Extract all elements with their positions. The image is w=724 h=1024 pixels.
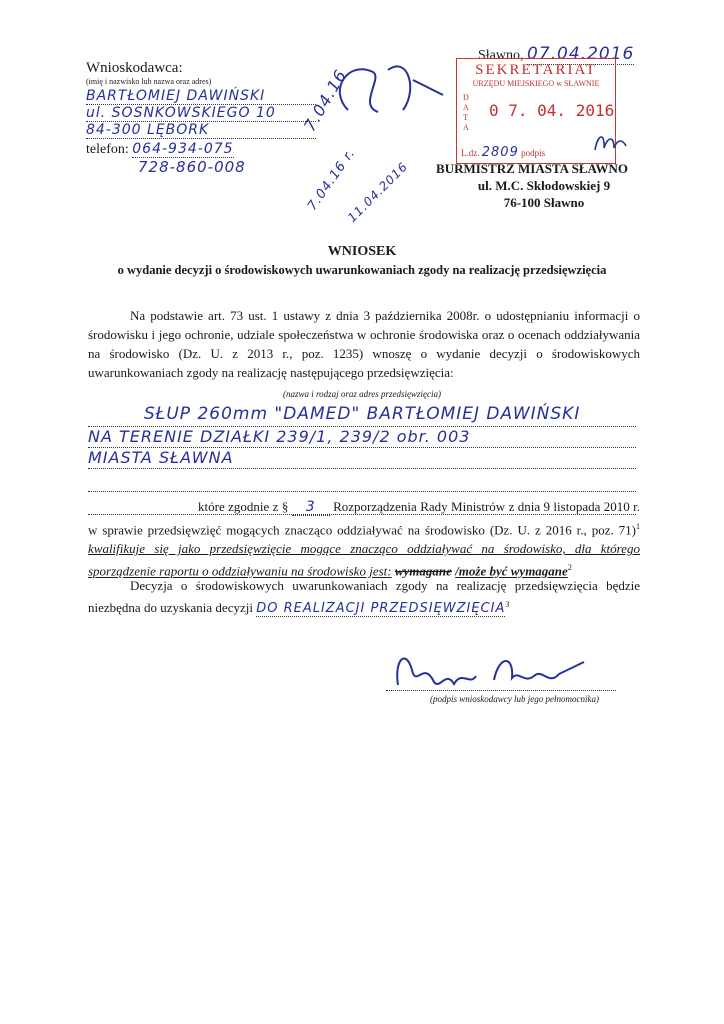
stamp-ldz xyxy=(461,145,545,160)
decision-handwritten: DO REALIZACJI PRZEDSIĘWZIĘCIA xyxy=(256,601,506,617)
stamp-title: SEKRETARIAT xyxy=(475,62,597,78)
stamp-ldz-label: L.dz. xyxy=(461,148,480,158)
applicant-street: ul. SOSNKOWSKIEGO 10 xyxy=(86,105,316,122)
place-label: Sławno, xyxy=(478,48,524,63)
title-main: WNIOSEK xyxy=(327,244,397,259)
project-hint: (nazwa i rodzaj oraz adres przedsięwzięcia) xyxy=(282,389,442,399)
signature-line xyxy=(386,690,616,691)
clause-paragraph-number: 3 xyxy=(292,499,330,516)
stamp-office: URZĘDU MIEJSKIEGO w SŁAWNIE xyxy=(472,79,600,88)
clause-paragraph xyxy=(88,497,640,581)
applicant-block xyxy=(86,60,316,176)
date-handwritten: 07.04.2016 xyxy=(527,44,635,64)
stamp-ldz-value: 2809 xyxy=(481,145,519,160)
stamp-date: 0 7. 04. 2016 xyxy=(489,101,615,120)
project-line-4 xyxy=(88,469,636,492)
footnote-3: 3 xyxy=(505,600,510,609)
title-sub: o wydanie decyzji o środowiskowych uwarunkowaniach zgody na realizację przedsięwzięcia xyxy=(117,263,607,277)
stamp-signature xyxy=(590,128,630,158)
note-1: 7.04.16 xyxy=(300,66,351,135)
addressee-line-2: ul. M.C. Skłodowskiej 9 xyxy=(477,178,611,193)
addressee xyxy=(432,160,632,211)
applicant-signature xyxy=(384,640,614,700)
footnote-1: 1 xyxy=(636,522,640,531)
required-struck: wymagane xyxy=(394,563,452,579)
note-3: 11.04.2016 xyxy=(345,159,411,225)
phone-1: 064-934-075 xyxy=(132,141,234,157)
intro-paragraph: Na podstawie art. 73 ust. 1 ustawy z dnia 3 października 2008r. o udostępnianiu informacji o środowisku i jego ochronie, udziale społeczeństwa w ochronie środowiska oraz o ocenach oddziaływania na środowisko (Dz. U. z 2013 r., poz. 1235) wnoszę o wydanie decyzji o środowiskowych uwarunkowaniach zgody na realizację następującego przedsięwzięcia: xyxy=(88,308,640,380)
decision-paragraph xyxy=(88,576,640,618)
applicant-name: BARTŁOMIEJ DAWIŃSKI xyxy=(86,88,316,105)
document-title xyxy=(0,244,724,278)
signature-caption: (podpis wnioskodawcy lub jego pełnomocnika) xyxy=(430,694,599,704)
stamp-podpis-label: podpis xyxy=(521,148,546,158)
addressee-line-1: BURMISTRZ MIASTA SŁAWNO xyxy=(436,161,628,176)
addressee-line-3: 76-100 Sławno xyxy=(503,195,585,210)
note-2: 7.04.16 r. xyxy=(305,145,359,214)
footnote-2: 2 xyxy=(567,563,572,573)
phone-2: 728-860-008 xyxy=(138,158,246,176)
applicant-city: 84-300 LĘBORK xyxy=(86,122,316,139)
project-line-3: MIASTA SŁAWNA xyxy=(88,448,636,469)
clause-prefix: które zgodnie z § xyxy=(198,499,289,514)
qualifies-text: kwalifikuje się jako przedsięwzięcie mogące znacząco oddziaływać na środowisko, dla którego sporządzenie raportu o oddziaływaniu na środowisko jest: xyxy=(88,541,640,579)
project-line-1: SŁUP 260mm "DAMED" BARTŁOMIEJ DAWIŃSKI xyxy=(88,404,636,427)
clause-rest: Rozporządzenia Rady Ministrów z dnia 9 listopada 2010 r. w sprawie przedsięwzięć mogących znacząco oddziaływać na środowisko (Dz. U. z 2016 r., poz. 71) xyxy=(88,499,641,538)
applicant-hint: (imię i nazwisko lub nazwa oraz adres) xyxy=(86,77,212,86)
may-be-required: /może być wymagane xyxy=(455,563,568,579)
stamp-data-label: DATA xyxy=(463,93,469,132)
project-line-2: NA TERENIE DZIAŁKI 239/1, 239/2 obr. 003 xyxy=(88,427,636,448)
applicant-heading: Wnioskodawca: xyxy=(86,60,183,76)
phone-label: telefon: xyxy=(86,142,129,157)
decision-text: Decyzja o środowiskowych uwarunkowaniach zgody na realizację przedsięwzięcia będzie niezbędna do uzyskania decyzji xyxy=(88,578,640,616)
